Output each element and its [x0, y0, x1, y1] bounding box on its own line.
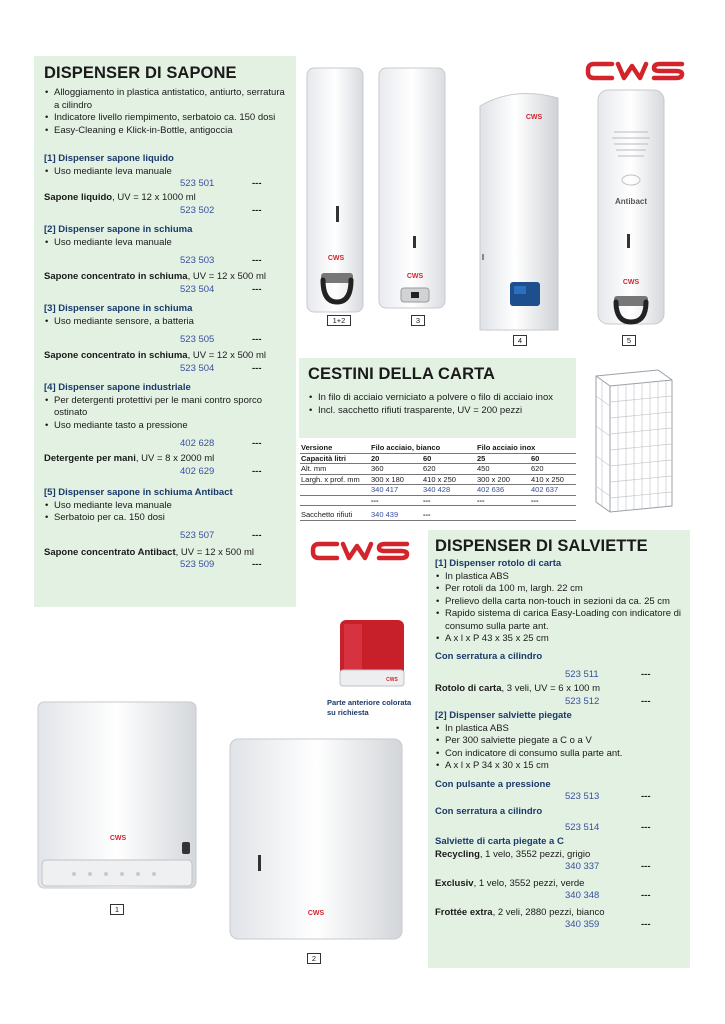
price-dash: ---: [641, 890, 651, 901]
table-cell: 340 417: [370, 485, 422, 496]
figure-label: 1+2: [327, 315, 351, 326]
article-code: 402 629: [180, 465, 215, 477]
article-code: 523 511: [565, 668, 599, 680]
table-row: [300, 495, 576, 506]
product-name: Sapone concentrato in schiuma: [44, 350, 188, 361]
price-dash: ---: [252, 362, 262, 374]
section-bullet: • A x l x P 43 x 35 x 25 cm: [435, 633, 685, 646]
table-header: Filo acciaio inox: [476, 443, 576, 453]
price-dash: ---: [252, 437, 262, 449]
article-code: 402 628: [180, 437, 215, 449]
section-title: Salviette di carta piegate a C: [435, 836, 564, 847]
product-desc: , 2 veli, 2880 pezzi, bianco: [492, 906, 605, 918]
product-desc: , 1 velo, 3552 pezzi, grigio: [479, 848, 591, 860]
product-name: Detergente per mani: [44, 453, 136, 464]
svg-text:CWS: CWS: [525, 114, 543, 121]
table-cell: 620: [530, 464, 576, 475]
svg-text:CWS: CWS: [386, 677, 398, 683]
price-dash: ---: [641, 695, 651, 707]
product-name: Sapone concentrato in schiuma: [44, 271, 188, 282]
product-desc: , 1 velo, 3552 pezzi, verde: [473, 877, 585, 889]
towels-panel: [428, 530, 690, 968]
section-bullet: • Per 300 salviette piegate a C o a V: [435, 735, 685, 748]
product-name: Exclusiv: [435, 877, 474, 889]
section-bullet: • Uso mediante sensore, a batteria: [44, 316, 290, 329]
table-cell: 450: [476, 464, 530, 475]
section-bullet: • Rapido sistema di carica Easy-Loading con indicatore di consumo sulla parte ant.: [435, 608, 685, 633]
section-title: [2] Dispenser salviette piegate: [435, 710, 572, 721]
svg-text:CWS: CWS: [327, 255, 345, 262]
option-title: Con serratura a cilindro: [435, 805, 543, 817]
article-code: 523 509: [180, 559, 215, 570]
price-dash: ---: [252, 465, 262, 477]
table-row: [300, 474, 576, 485]
price-dash: ---: [641, 821, 651, 833]
section-title: [2] Dispenser sapone in schiuma: [44, 224, 193, 235]
figure-label: 5: [622, 335, 636, 346]
soap-dispenser-image: [303, 66, 367, 316]
table-cell: Largh. x prof. mm: [300, 474, 370, 485]
table-cell: 300 x 200: [476, 474, 530, 485]
price-dash: ---: [252, 559, 262, 570]
table-cell: 25: [476, 453, 530, 464]
section-bullet: • Prelievo della carta non-touch in sezioni da ca. 25 cm: [435, 596, 685, 609]
antibact-label: Antibact: [615, 197, 647, 206]
article-code: 523 503: [180, 254, 215, 266]
price-dash: ---: [641, 791, 651, 802]
table-cell: 60: [422, 453, 476, 464]
baskets-bullet: • Incl. sacchetto rifiuti trasparente, UV = 200 pezzi: [308, 405, 570, 418]
price-dash: ---: [641, 861, 651, 872]
table-cell: Alt. mm: [300, 464, 370, 475]
section-bullet: • Uso mediante leva manuale: [44, 237, 290, 250]
svg-text:CWS: CWS: [406, 273, 424, 280]
price-dash: ---: [641, 668, 651, 680]
article-code: 523 507: [180, 530, 215, 541]
table-row: [300, 485, 576, 496]
table-cell: ---: [476, 495, 530, 506]
table-cell: 300 x 180: [370, 474, 422, 485]
product-name: Frottée extra: [435, 906, 493, 918]
figure-label: 4: [513, 335, 527, 346]
figure-label: 1: [110, 904, 124, 915]
section-bullet: • Per detergenti protettivi per le mani contro sporco ostinato: [44, 395, 290, 420]
price-dash: ---: [252, 204, 262, 216]
price-dash: ---: [252, 283, 262, 295]
product-desc: , UV = 12 x 500 ml: [175, 546, 255, 558]
article-code: 523 504: [180, 362, 215, 374]
table-header: Filo acciaio, bianco: [370, 443, 476, 453]
baskets-panel: [299, 358, 576, 438]
baskets-bullet: • In filo di acciaio verniciato a polvere o filo di acciaio inox: [308, 392, 570, 405]
svg-text:CWS: CWS: [109, 835, 127, 842]
article-code: 523 504: [180, 283, 215, 295]
product-desc: , 3 veli, UV = 6 x 100 m: [501, 683, 600, 694]
cws-logo: [308, 540, 414, 562]
article-code: 523 502: [180, 204, 215, 216]
section-bullet: • Serbatoio per ca. 150 dosi: [44, 512, 290, 525]
baskets-table: [300, 443, 576, 521]
article-code: 523 505: [180, 333, 215, 345]
price-dash: ---: [252, 333, 262, 345]
option-title: Con pulsante a pressione: [435, 778, 551, 790]
section-bullet: • Uso mediante tasto a pressione: [44, 420, 290, 433]
section-title: [3] Dispenser sapone in schiuma: [44, 303, 193, 314]
product-name: Sapone concentrato Antibact: [44, 546, 176, 558]
folded-towel-dispenser-image: [226, 735, 406, 943]
table-cell: 340 428: [422, 485, 476, 496]
table-cell: [476, 506, 530, 521]
table-header: Versione: [300, 443, 370, 453]
red-towel-dispenser-image: [334, 614, 410, 694]
price-dash: ---: [641, 919, 651, 930]
table-cell: 402 636: [476, 485, 530, 496]
color-caption: Parte anteriore colorata su richiesta: [327, 698, 412, 717]
figure-label: 3: [411, 315, 425, 326]
price-dash: ---: [252, 178, 262, 189]
product-desc: , UV = 12 x 500 ml: [187, 350, 267, 361]
option-title: Con serratura a cilindro: [435, 650, 543, 662]
section-title: [5] Dispenser sapone in schiuma Antibact: [44, 487, 233, 498]
section-title: [4] Dispenser sapone industriale: [44, 382, 191, 393]
section-bullet: • A x l x P 34 x 30 x 15 cm: [435, 760, 685, 773]
article-code: 523 514: [565, 821, 600, 833]
article-code: 523 512: [565, 695, 600, 707]
table-cell: 410 x 250: [530, 474, 576, 485]
table-cell: [300, 485, 370, 496]
soap-panel: [34, 56, 296, 607]
soap-dispenser-image: [375, 66, 449, 316]
cws-logo: [584, 60, 688, 82]
svg-text:CWS: CWS: [622, 279, 640, 286]
soap-dispenser-image: [474, 86, 564, 334]
table-cell: 620: [422, 464, 476, 475]
section-bullet: • Per rotoli da 100 m, largh. 22 cm: [435, 583, 685, 596]
article-code: 340 359: [565, 919, 600, 930]
section-title: [1] Dispenser rotolo di carta: [435, 558, 562, 569]
product-name: Rotolo di carta: [435, 683, 502, 694]
section-bullet: • Uso mediante leva manuale: [44, 500, 290, 513]
product-name: Sapone liquido: [44, 192, 113, 203]
section-bullet: • In plastica ABS: [435, 723, 685, 736]
wire-basket-image: [588, 366, 678, 516]
table-cell: ---: [422, 506, 476, 521]
soap-title: DISPENSER DI SAPONE: [44, 64, 237, 82]
figure-label: 2: [307, 953, 321, 964]
article-code: 340 348: [565, 890, 600, 901]
product-desc: , UV = 8 x 2000 ml: [135, 453, 215, 464]
table-cell: 402 637: [530, 485, 576, 496]
product-desc: , UV = 12 x 500 ml: [187, 271, 267, 282]
table-cell: 410 x 250: [422, 474, 476, 485]
towels-title: DISPENSER DI SALVIETTE: [435, 537, 648, 555]
table-cell: ---: [422, 495, 476, 506]
article-code: 523 501: [180, 178, 215, 189]
price-dash: ---: [252, 254, 262, 266]
table-cell: 60: [530, 453, 576, 464]
paper-roll-dispenser-image: [34, 692, 204, 892]
section-title: [1] Dispenser sapone liquido: [44, 153, 174, 164]
section-bullet: • Uso mediante leva manuale: [44, 166, 290, 179]
table-cell: [530, 506, 576, 521]
table-row: [300, 506, 576, 521]
section-bullet: • Con indicatore di consumo sulla parte ant.: [435, 748, 685, 761]
table-row: [300, 464, 576, 475]
table-cell: Capacità litri: [300, 453, 370, 464]
table-cell: 20: [370, 453, 422, 464]
table-cell: ---: [370, 495, 422, 506]
soap-bullet: • Indicatore livello riempimento, serbatoio ca. 150 dosi: [44, 112, 290, 125]
table-cell: Sacchetto rifiuti: [300, 506, 370, 521]
soap-dispenser-image: [594, 88, 668, 328]
baskets-title: CESTINI DELLA CARTA: [308, 365, 496, 383]
product-desc: , UV = 12 x 1000 ml: [112, 192, 196, 203]
table-cell: 360: [370, 464, 422, 475]
article-code: 340 337: [565, 861, 600, 872]
article-code: 523 513: [565, 791, 600, 802]
soap-bullet: • Easy-Cleaning e Klick-in-Bottle, antigoccia: [44, 125, 290, 138]
table-row: [300, 453, 576, 464]
soap-bullet: • Alloggiamento in plastica antistatico, antiurto, serratura a cilindro: [44, 87, 290, 112]
table-cell: ---: [530, 495, 576, 506]
product-name: Recycling: [435, 848, 480, 860]
svg-text:CWS: CWS: [307, 910, 325, 917]
table-cell: [300, 495, 370, 506]
table-cell: 340 439: [370, 506, 422, 521]
section-bullet: • In plastica ABS: [435, 571, 685, 584]
price-dash: ---: [252, 530, 262, 541]
